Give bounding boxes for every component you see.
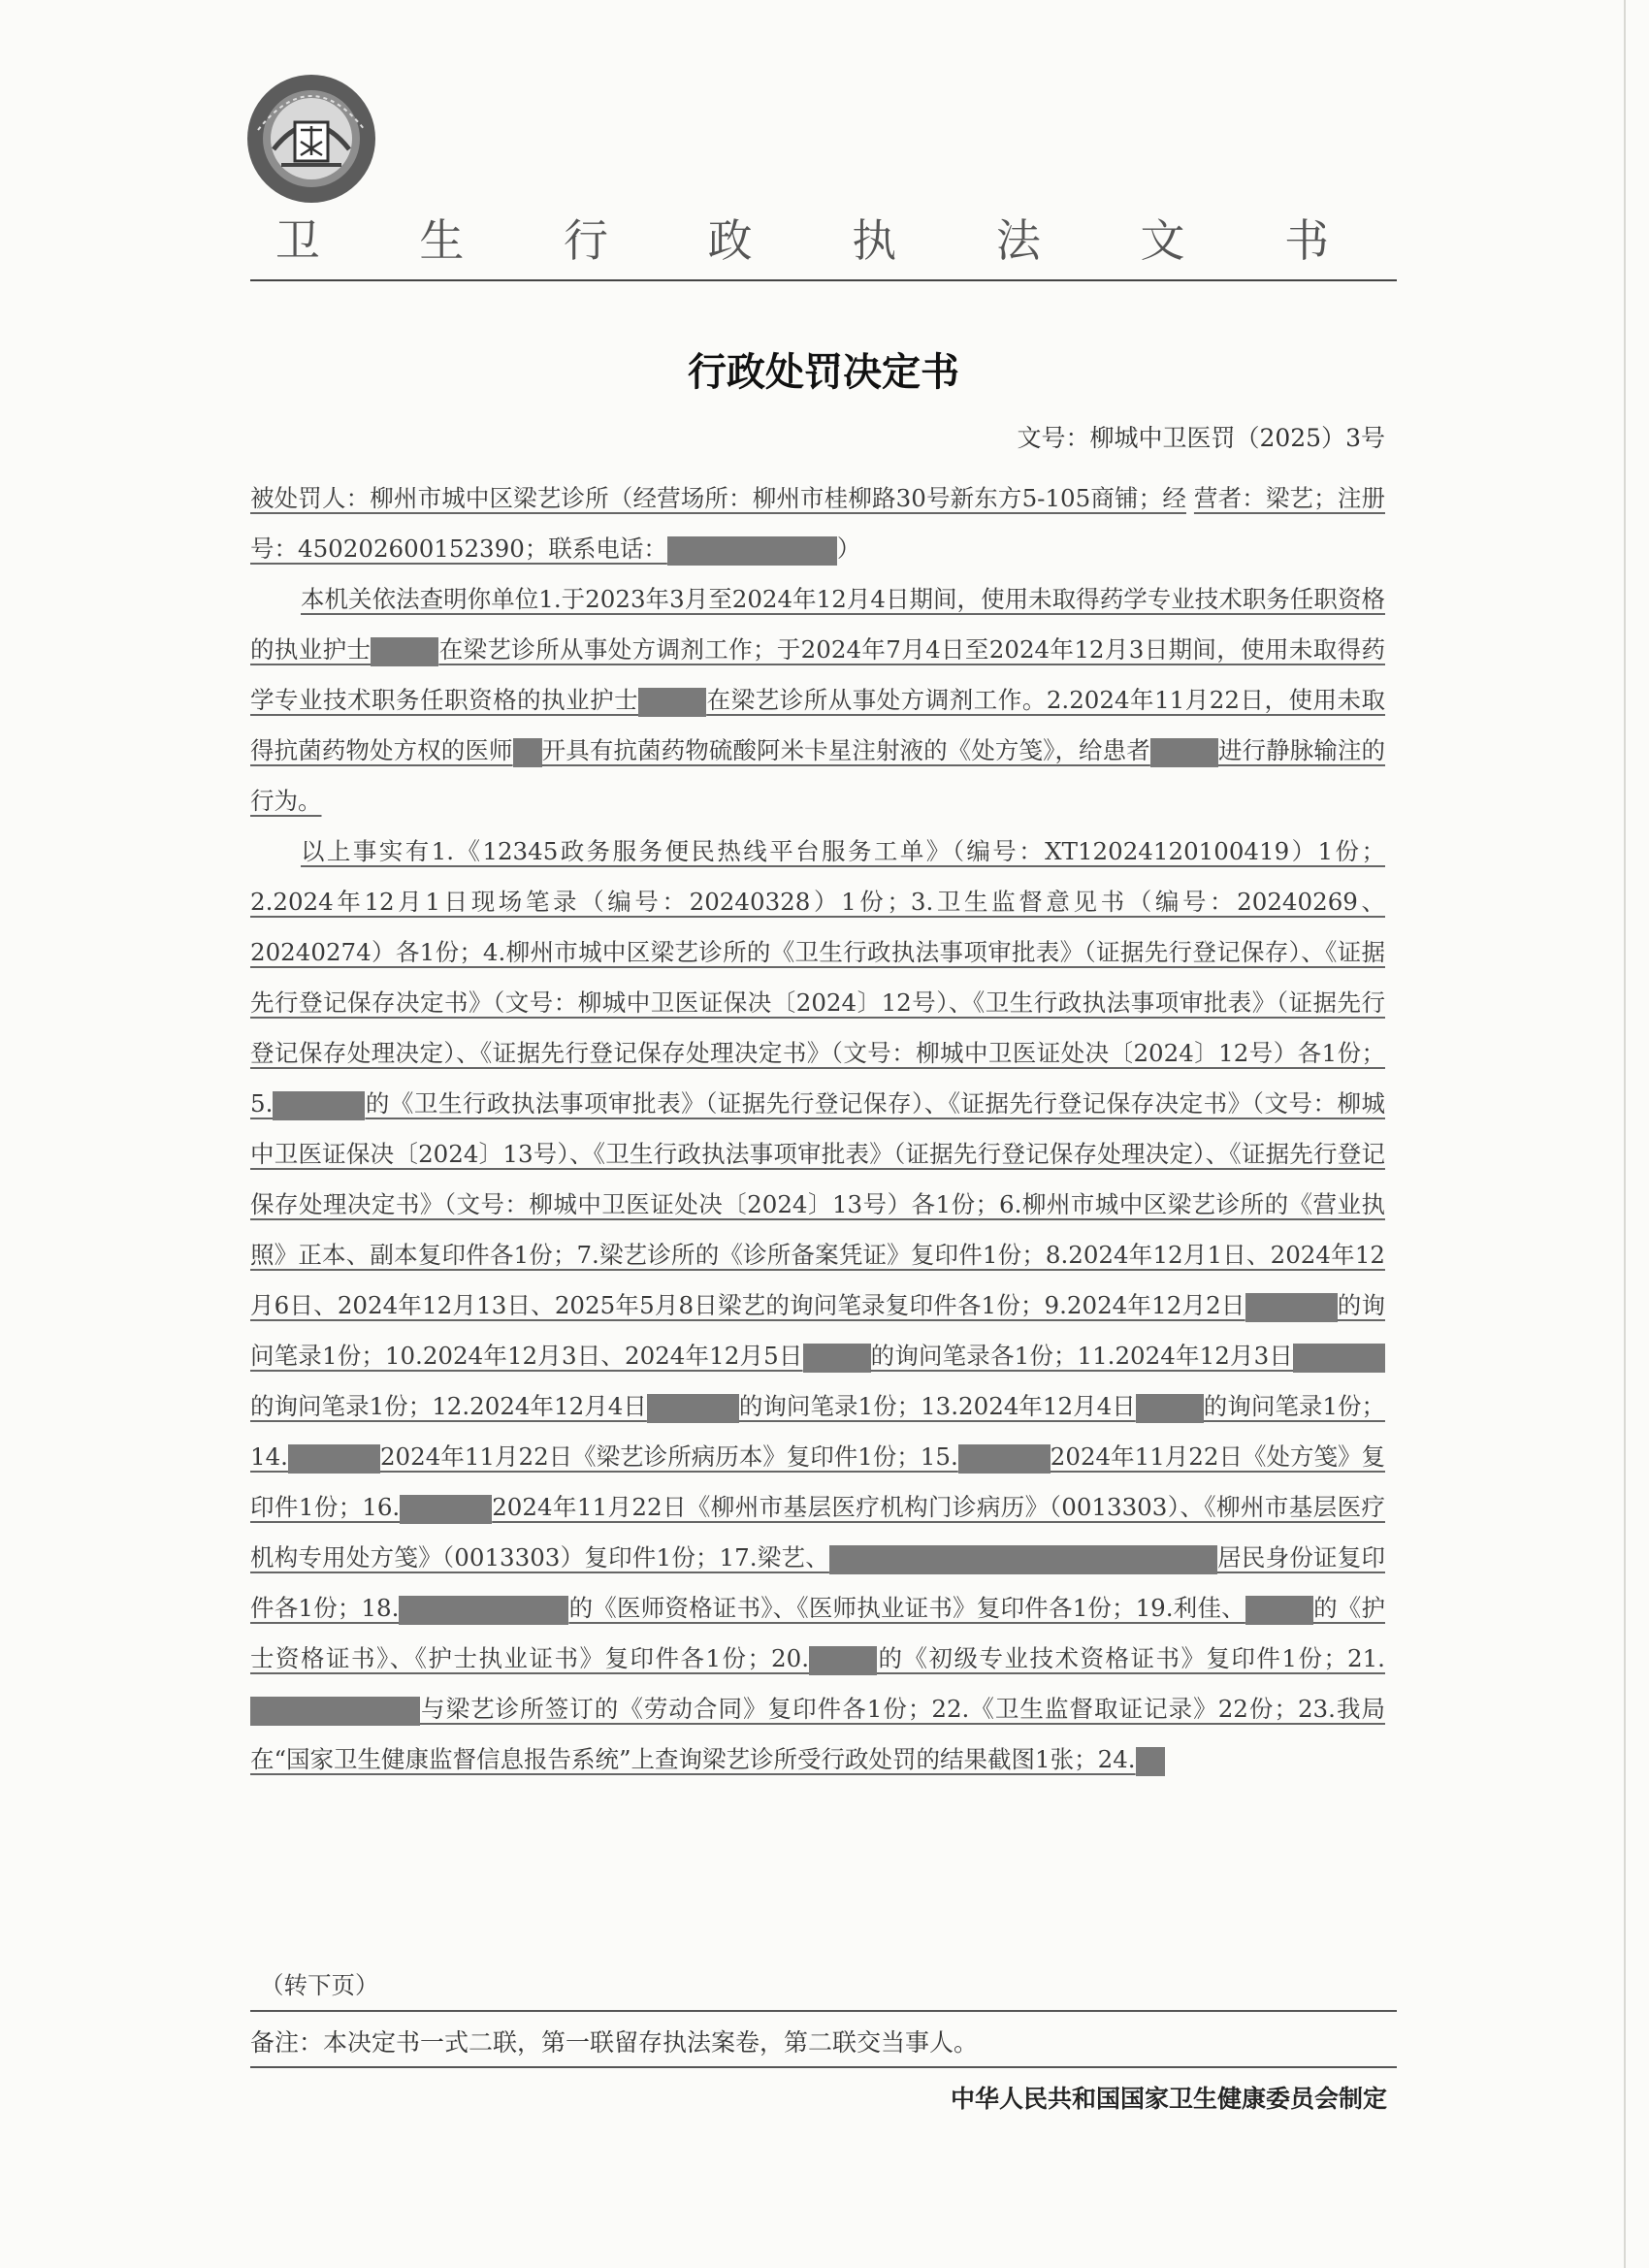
health-inspection-emblem-icon	[244, 72, 378, 206]
evidence-text-11: 居民身份证复印件各1份；18.	[250, 1543, 1385, 1622]
document-number: 文号：柳城中卫医罚（2025）3号	[1017, 424, 1385, 452]
redacted-name	[1245, 1596, 1313, 1625]
party-line-2-end: ）	[836, 535, 861, 563]
redacted-names-list	[250, 1697, 420, 1726]
continued-note: （转下页）	[260, 1971, 379, 1999]
redacted-name	[1150, 738, 1218, 767]
remark-divider-bottom	[250, 2066, 1397, 2068]
evidence-text-10: 2024年11月22日《柳州市基层医疗机构门诊病历》（0013303）、《柳州市基层医疗机构专用处方笺》（0013303）复印件1份；17.梁艺、	[250, 1493, 1385, 1571]
redacted-name	[288, 1444, 380, 1474]
redacted-name	[1293, 1344, 1385, 1373]
issuing-authority: 中华人民共和国国家卫生健康委员会制定	[950, 2085, 1387, 2113]
evidence-text-13: 的《护士资格证书》、《护士执业证书》复印件各1份；20.	[250, 1594, 1385, 1672]
redacted-name	[371, 637, 438, 666]
party-line-1: 被处罚人：柳州市城中区梁艺诊所（经营场所：柳州市桂柳路30号新东方5-105商铺；经	[250, 484, 1186, 512]
evidence-text-9: 2024年11月22日《处方笺》复印件1份；16.	[250, 1442, 1385, 1521]
party-line-2: 营者：梁艺；注册号：450202600152390；联系电话：	[250, 484, 1385, 563]
facts-text-5: 进行静脉输注的行为。	[250, 736, 1386, 815]
evidence-text-14: 的《初级专业技术资格证书》复印件1份；21.	[876, 1644, 1385, 1672]
remark-note: 备注：本决定书一式二联，第一联留存执法案卷，第二联交当事人。	[250, 2028, 979, 2057]
redacted-name	[638, 688, 706, 717]
punished-party	[250, 473, 1385, 574]
banner-divider	[250, 279, 1397, 281]
redacted-name	[399, 1596, 568, 1625]
facts-text-3: 在梁艺诊所从事处方调剂工作。2.2024年11月22日，使用未取得抗菌药物处方权的医师	[250, 686, 1386, 764]
redacted-name	[1136, 1394, 1204, 1423]
redacted-name	[809, 1646, 877, 1675]
facts-text-4: 开具有抗菌药物硫酸阿米卡星注射液的《处方笺》，给患者	[541, 736, 1150, 764]
evidence-text-8: 2024年11月22日《梁艺诊所病历本》复印件1份；15.	[379, 1442, 958, 1471]
evidence-paragraph	[250, 826, 1385, 1785]
redacted-name	[513, 738, 542, 767]
redacted-names-list	[829, 1545, 1217, 1574]
facts-text-2: 在梁艺诊所从事处方调剂工作；于2024年7月4日至2024年12月3日期间，使用未取得药学专业技术职务任职资格的执业护士	[250, 635, 1385, 714]
evidence-text-3: 的询问笔录1份；10.2024年12月3日、2024年12月5日	[250, 1291, 1385, 1370]
remark-divider-top	[250, 2010, 1397, 2012]
document-body	[250, 473, 1385, 1785]
evidence-text-2: 的《卫生行政执法事项审批表》（证据先行登记保存）、《证据先行登记保存决定书》（文号：柳城中卫医证保决〔2024〕13号）、《卫生行政执法事项审批表》（证据先行登记保存处理决定）、《证据先行登记保存处理决定书》（文号：柳城中卫医证处决〔2024〕13号）各1份；6.柳州市城中区梁艺诊所的《营业执照》正本、副本复印件各1份；7.梁艺诊所的《诊所备案凭证》复印件1份；8.2024年12月1日、2024年12月6日、2024年12月13日、2025年5月8日梁艺的询问笔录复印件各1份；9.2024年12月2日	[250, 1089, 1385, 1319]
document-category-banner: 卫 生 行 政 执 法 文 书	[275, 214, 1373, 267]
redacted-name	[803, 1344, 871, 1373]
evidence-text-1: 以上事实有1.《12345政务服务便民热线平台服务工单》（编号：XT12024120100419）1份；2.2024年12月1日现场笔录（编号：20240328）1份；3.卫生监督意见书（编号：20240269、20240274）各1份；4.柳州市城中区梁艺诊所的《卫生行政执法事项审批表》（证据先行登记保存）、《证据先行登记保存决定书》（文号：柳城中卫医证保决〔2024〕12号）、《卫生行政执法事项审批表》（证据先行登记保存处理决定）、《证据先行登记保存处理决定书》（文号：柳城中卫医证处决〔2024〕12号）各1份；5.	[250, 837, 1385, 1118]
evidence-text-5: 的询问笔录1份；12.2024年12月4日	[250, 1392, 647, 1420]
document-title: 行政处罚决定书	[688, 350, 959, 395]
redacted-item	[1136, 1747, 1165, 1776]
evidence-text-7: 的询问笔录1份；14.	[250, 1392, 1385, 1471]
redacted-name	[1245, 1293, 1338, 1322]
redacted-name	[647, 1394, 739, 1423]
redacted-phone	[667, 536, 837, 566]
evidence-text-15: 与梁艺诊所签订的《劳动合同》复印件各1份；22.《卫生监督取证记录》22份；23.我局在“国家卫生健康监督信息报告系统”上查询梁艺诊所受行政处罚的结果截图1张；24.	[250, 1695, 1385, 1773]
facts-paragraph	[250, 574, 1385, 826]
evidence-text-6: 的询问笔录1份；13.2024年12月4日	[738, 1392, 1136, 1420]
redacted-name	[273, 1091, 365, 1120]
evidence-text-12: 的《医师资格证书》、《医师执业证书》复印件各1份；19.利佳、	[568, 1594, 1245, 1622]
facts-text-1: 本机关依法查明你单位1.于2023年3月至2024年12月4日期间，使用未取得药学专业技术职务任职资格的执业护士	[250, 585, 1385, 664]
redacted-name	[958, 1444, 1051, 1474]
scan-edge	[1624, 0, 1626, 2268]
evidence-text-4: 的询问笔录各1份；11.2024年12月3日	[870, 1342, 1293, 1370]
redacted-name	[400, 1495, 492, 1524]
